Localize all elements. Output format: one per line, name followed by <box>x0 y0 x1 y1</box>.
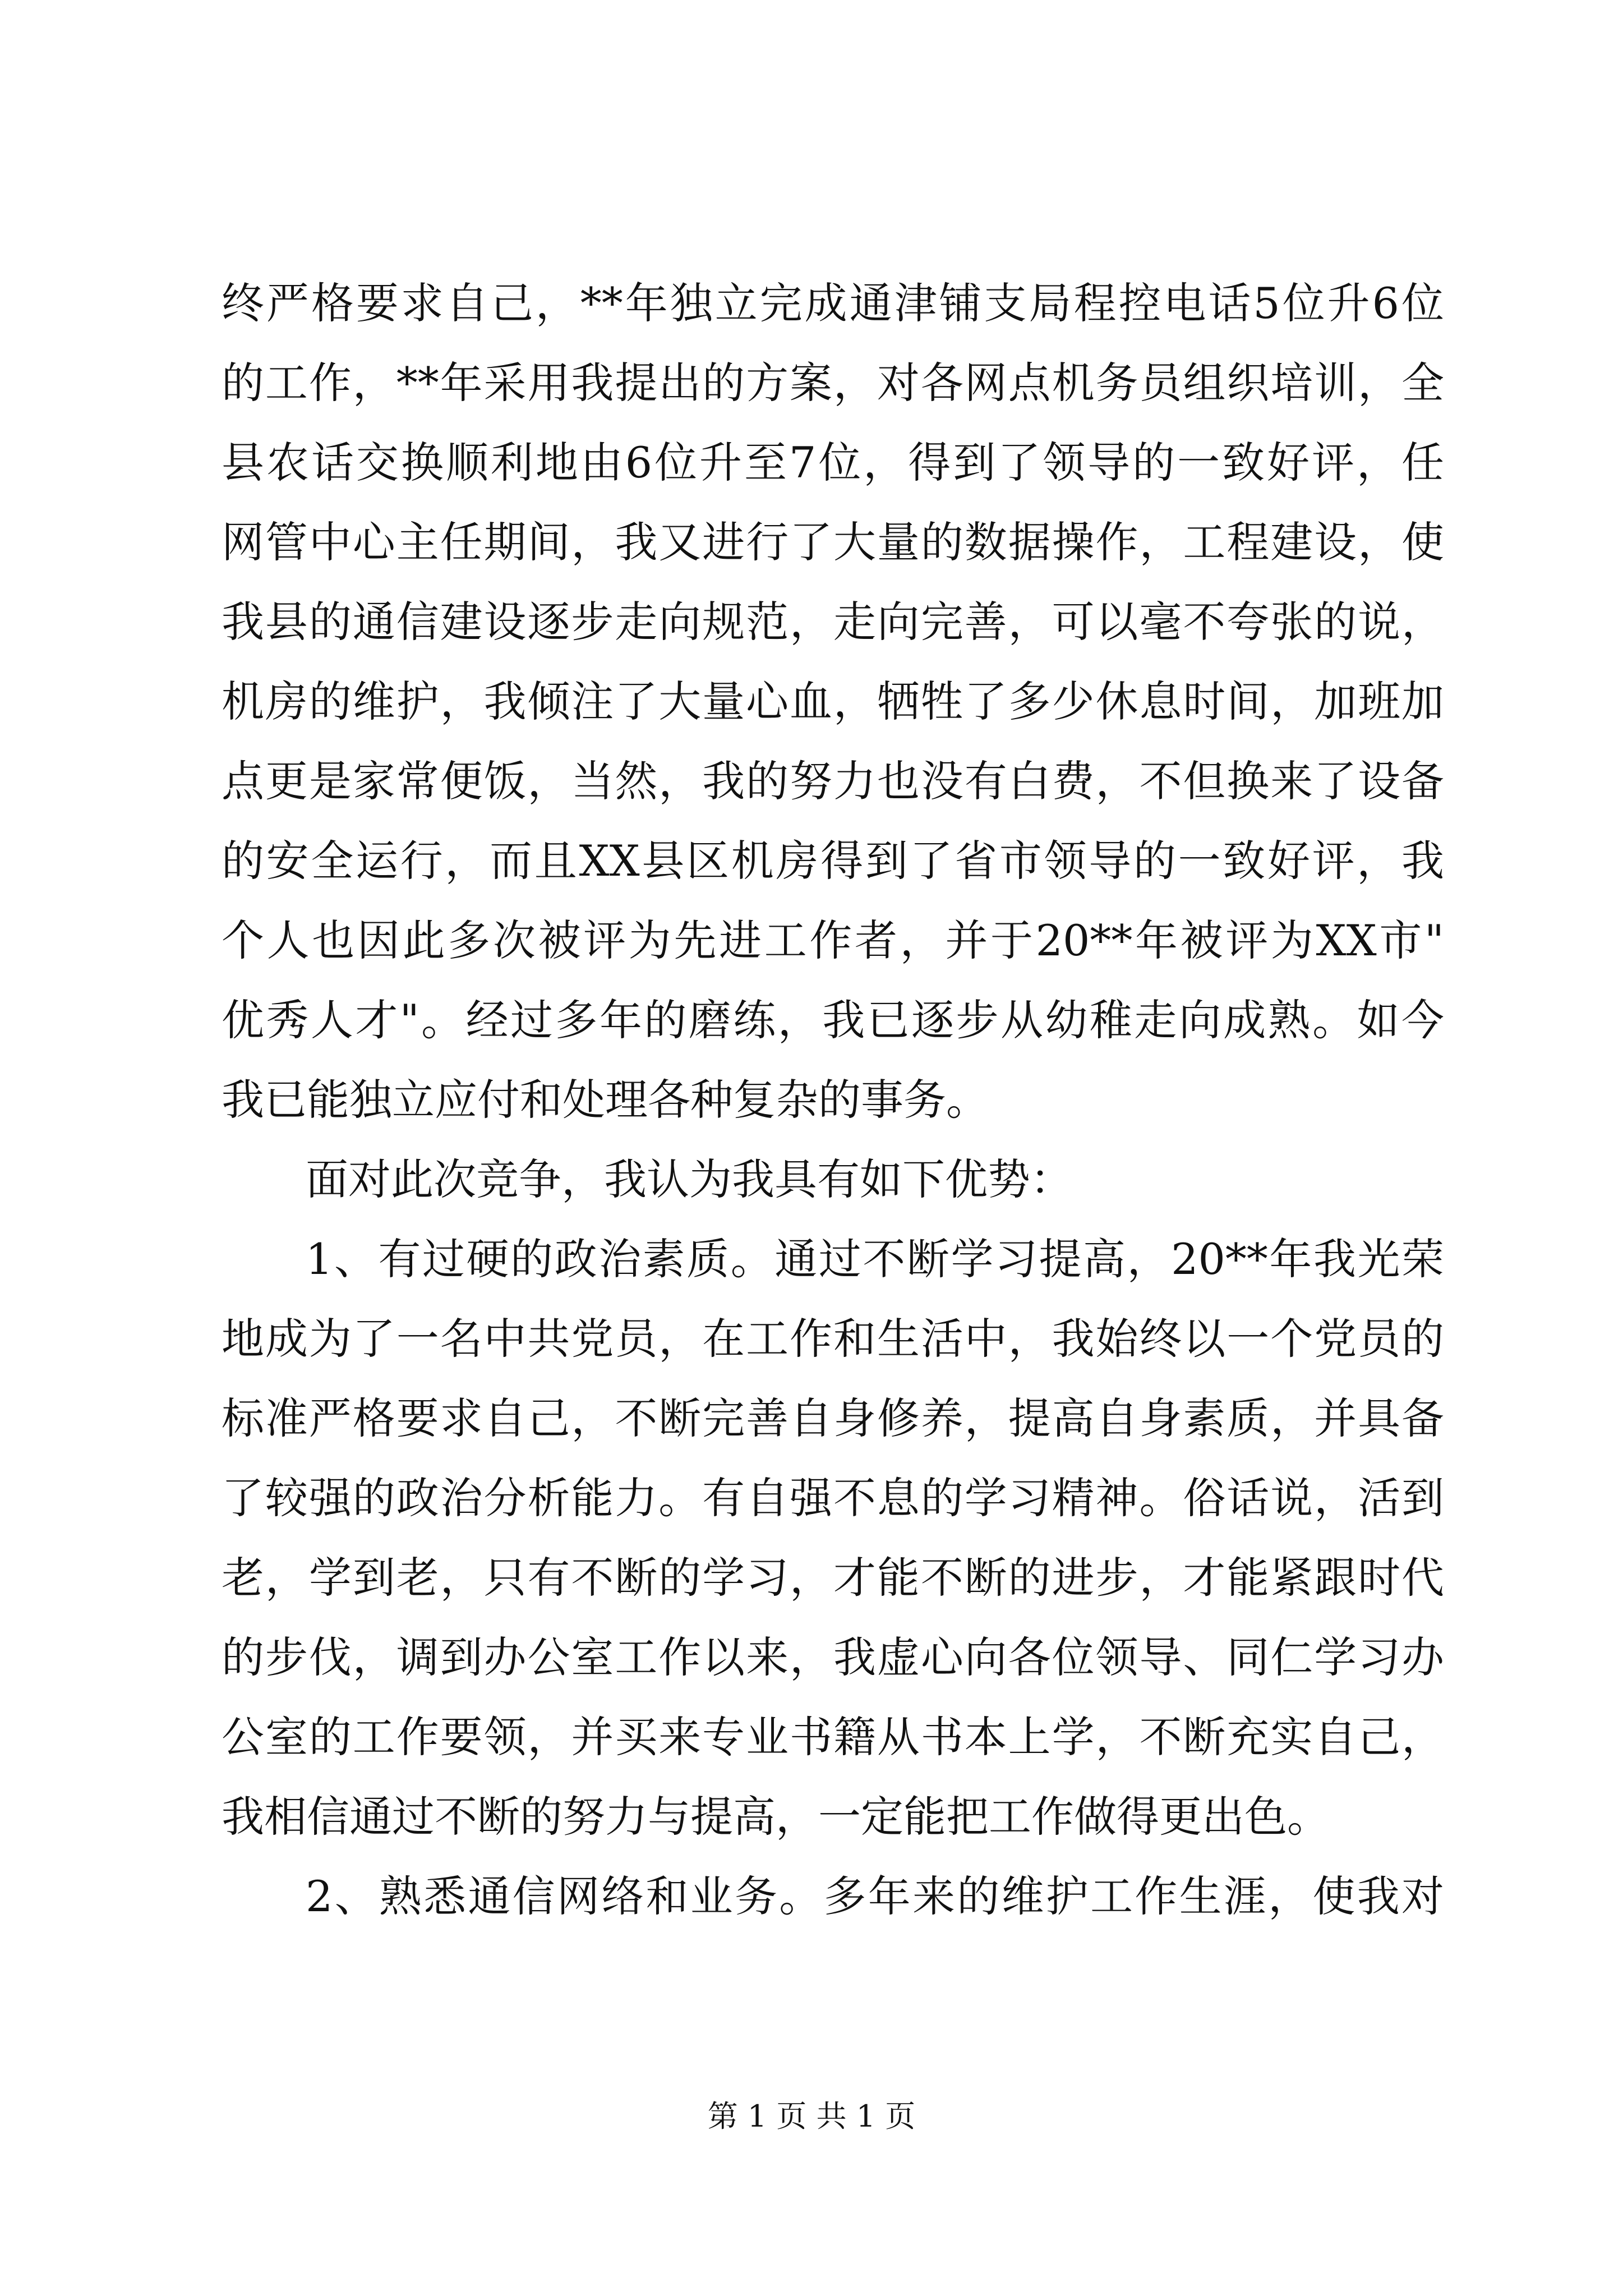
page-footer <box>0 2097 1623 2136</box>
paragraph-first-line: 1、有过硬的政治素质。通过不断学习提高，20**年我光荣 <box>306 1234 1444 1284</box>
document-body <box>222 264 1444 1936</box>
text-line: 终严格要求自己，**年独立完成通津铺支局程控电话5位升6位 <box>222 278 1444 328</box>
text-line: 地成为了一名中共党员，在工作和生活中，我始终以一个党员的 <box>222 1314 1444 1364</box>
page-number-label: 第 1 页 共 1 页 <box>707 2099 916 2134</box>
paragraph-first-line: 面对此次竞争，我认为我具有如下优势： <box>306 1154 1073 1204</box>
text-line: 的步伐，调到办公室工作以来，我虚心向各位领导、同仁学习办 <box>222 1632 1444 1682</box>
text-line: 的工作，**年采用我提出的方案，对各网点机务员组织培训，全 <box>222 358 1444 408</box>
text-line: 标准严格要求自己，不断完善自身修养，提高自身素质，并具备 <box>222 1393 1444 1443</box>
text-line: 网管中心主任期间，我又进行了大量的数据操作，工程建设，使 <box>222 517 1444 567</box>
text-line: 点更是家常便饭，当然，我的努力也没有白费，不但换来了设备 <box>222 756 1444 806</box>
text-line: 我县的通信建设逐步走向规范，走向完善，可以毫不夸张的说， <box>222 597 1444 647</box>
text-line: 的安全运行，而且XX县区机房得到了省市领导的一致好评，我 <box>222 836 1444 886</box>
text-line: 了较强的政治分析能力。有自强不息的学习精神。俗话说，活到 <box>222 1473 1444 1523</box>
text-line: 优秀人才"。经过多年的磨练，我已逐步从幼稚走向成熟。如今 <box>222 995 1444 1045</box>
paragraph-first-line: 2、熟悉通信网络和业务。多年来的维护工作生涯，使我对 <box>306 1871 1444 1921</box>
text-line: 机房的维护，我倾注了大量心血，牺牲了多少休息时间，加班加 <box>222 677 1444 726</box>
text-line: 我已能独立应付和处理各种复杂的事务。 <box>222 1075 989 1125</box>
text-line: 公室的工作要领，并买来专业书籍从书本上学，不断充实自己， <box>222 1712 1444 1762</box>
text-line: 县农话交换顺利地由6位升至7位，得到了领导的一致好评，任 <box>222 438 1444 487</box>
text-line: 我相信通过不断的努力与提高，一定能把工作做得更出色。 <box>222 1792 1330 1842</box>
text-line: 个人也因此多次被评为先进工作者，并于20**年被评为XX市" <box>222 915 1444 965</box>
text-line: 老，学到老，只有不断的学习，才能不断的进步，才能紧跟时代 <box>222 1553 1444 1603</box>
